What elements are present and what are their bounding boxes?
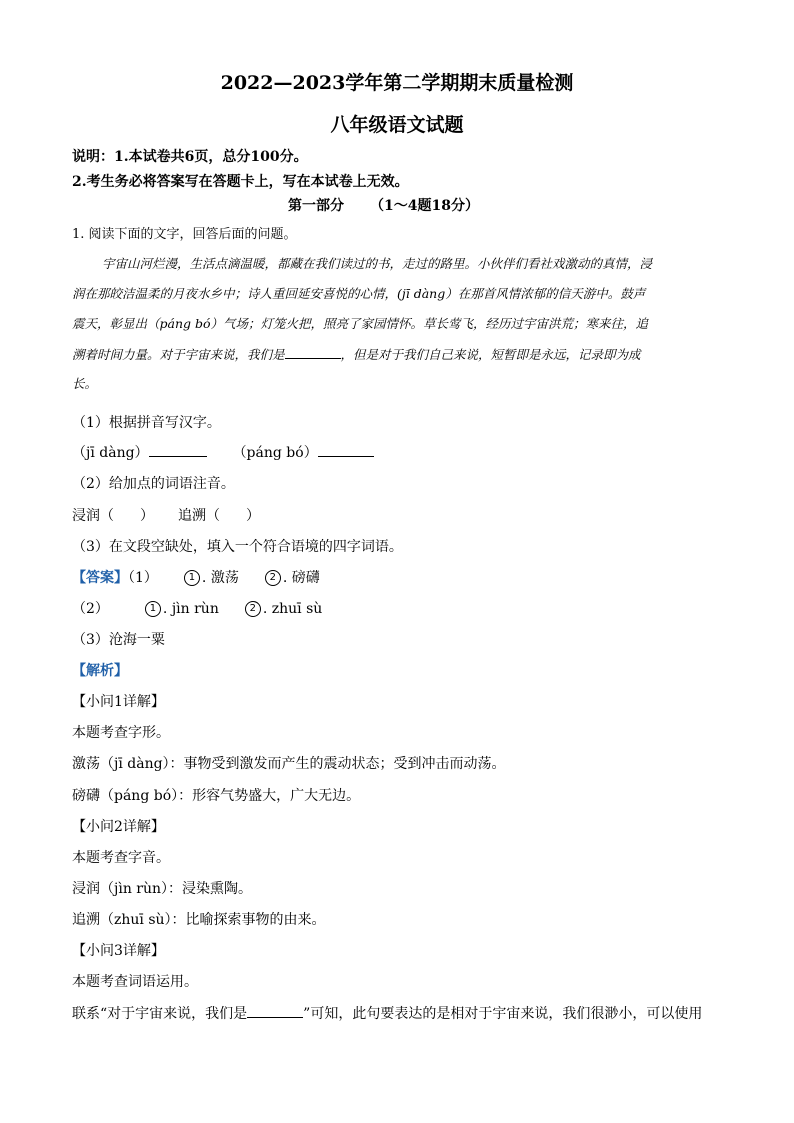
blank-jidang: [149, 443, 207, 457]
circled-number: 2: [245, 601, 261, 617]
answer-line-1: [72, 568, 320, 588]
answer-2-value-1: . jìn rùn: [162, 601, 219, 617]
pinyin-jidang: （jī dàng）: [72, 445, 149, 461]
detail-1-intro: 本题考查字形。: [72, 725, 170, 741]
section-range: （1～4题18分）: [370, 198, 479, 214]
answer-tag: 【答案】: [72, 570, 128, 586]
section-heading: [288, 196, 479, 216]
passage-line-4-b: ，但是对于我们自己来说，短暂即是永远，记录即为成: [340, 347, 641, 362]
passage-line-5: 长。: [72, 376, 98, 391]
word-zhuisu-end: ）: [246, 508, 260, 524]
word-zhuisu: 追溯（: [178, 508, 220, 524]
detail-3-blank: [247, 1004, 303, 1018]
circled-number: 1: [184, 570, 200, 586]
circled-number: 2: [265, 570, 281, 586]
analysis-tag: 【解析】: [72, 663, 128, 679]
blank-pangbo: [318, 443, 374, 457]
passage-line-1: 宇宙山河烂漫，生活点滴温暖，都藏在我们读过的书，走过的路里。小伙伴们看社戏激动的真情，浸: [102, 256, 653, 271]
passage-blank: [285, 345, 341, 359]
note-line-1: 说明：1.本试卷共6页，总分100分。: [72, 149, 308, 165]
passage-line-3: 震天，彰显出（páng bó）气场；灯笼火把，照亮了家园情怀。草长莺飞，经历过宇宙洪荒；寒来往，追: [72, 316, 649, 331]
detail-1-heading: 【小问1详解】: [72, 694, 165, 710]
answer-1-value-2: . 磅礴: [282, 570, 320, 586]
answer-line-2: [72, 599, 322, 619]
detail-3-heading: 【小问3详解】: [72, 943, 165, 959]
detail-2-line-2: 追溯（zhuī sù）：比喻探索事物的由来。: [72, 912, 326, 928]
sub-question-2-blanks: [72, 506, 260, 526]
detail-3-intro: 本题考查词语运用。: [72, 974, 198, 990]
detail-1-line-2: 磅礴（páng bó）：形容气势盛大，广大无边。: [72, 788, 361, 804]
answer-1-label: （1）: [128, 570, 158, 586]
detail-2-line-1: 浸润（jìn rùn）：浸染熏陶。: [72, 881, 253, 897]
detail-2-intro: 本题考查字音。: [72, 850, 170, 866]
circled-number: 1: [145, 601, 161, 617]
word-jinrun: 浸润（: [72, 508, 114, 524]
detail-3-line-1-a: 联系“对于宇宙来说，我们是: [72, 1006, 248, 1022]
page-title: 2022—2023学年第二学期期末质量检测: [220, 72, 574, 94]
section-title: 第一部分: [288, 198, 344, 214]
detail-3-line-1-b: ”可知，此句要表达的是相对于宇宙来说，我们很渺小，可以使用: [303, 1006, 703, 1022]
note-line-2: 2.考生务必将答案写在答题卡上，写在本试卷上无效。: [72, 174, 409, 190]
detail-3-line-1: [72, 1004, 702, 1024]
answer-line-3: （3）沧海一粟: [72, 632, 165, 648]
question-stem: 1. 阅读下面的文字，回答后面的问题。: [72, 227, 297, 242]
answer-2-value-2: . zhuī sù: [262, 601, 323, 617]
passage-line-2: 润在那皎洁温柔的月夜水乡中；诗人重回延安喜悦的心情，(jī dàng）在那首风情浓郁的信天游中。鼓声: [72, 286, 646, 301]
passage-line-4: [72, 345, 641, 364]
sub-question-3: （3）在文段空缺处，填入一个符合语境的四字词语。: [72, 539, 403, 555]
pinyin-pangbo: （páng bó）: [232, 445, 318, 461]
detail-2-heading: 【小问2详解】: [72, 819, 165, 835]
detail-1-line-1: 激荡（jī dàng）：事物受到激发而产生的震动状态；受到冲击而动荡。: [72, 756, 506, 772]
sub-question-2: （2）给加点的词语注音。: [72, 476, 235, 492]
page-subtitle: 八年级语文试题: [330, 114, 464, 136]
answer-1-value-1: . 激荡: [201, 570, 239, 586]
passage-line-4-a: 溯着时间力量。对于宇宙来说，我们是: [72, 347, 285, 362]
sub-question-1: （1）根据拼音写汉字。: [72, 415, 221, 431]
sub-question-1-blanks: [72, 443, 374, 463]
word-jinrun-end: ）: [140, 508, 154, 524]
answer-2-label: （2）: [72, 601, 109, 617]
